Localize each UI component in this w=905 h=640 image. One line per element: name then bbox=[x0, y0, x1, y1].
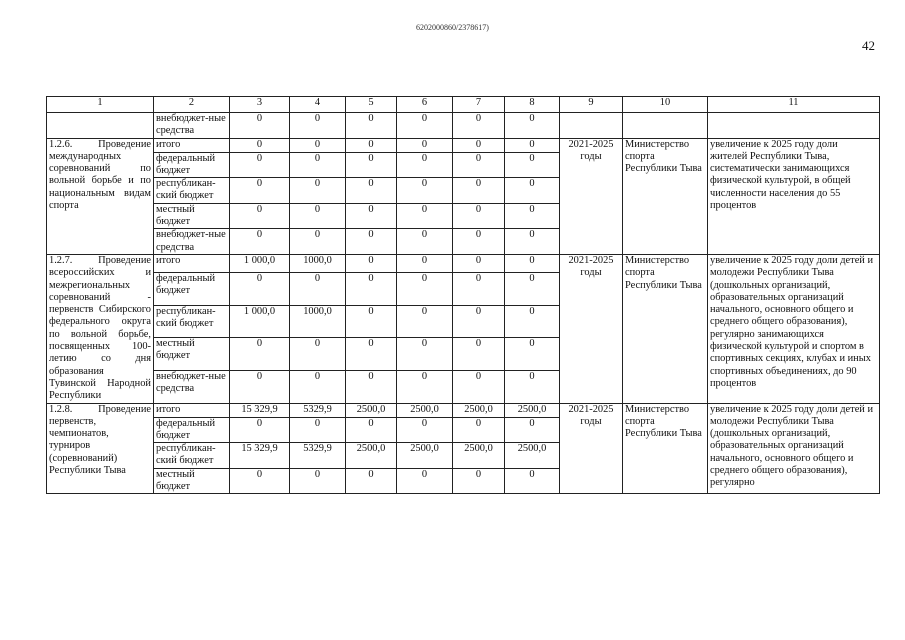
amount-cell: 0 bbox=[453, 370, 505, 403]
amount-cell: 0 bbox=[505, 113, 560, 139]
amount-cell: 0 bbox=[453, 138, 505, 152]
amount-cell: 0 bbox=[453, 152, 505, 178]
amount-cell: 0 bbox=[346, 138, 397, 152]
amount-cell: 0 bbox=[505, 338, 560, 371]
amount-cell: 0 bbox=[453, 254, 505, 272]
amount-cell: 0 bbox=[505, 370, 560, 403]
amount-cell: 0 bbox=[453, 305, 505, 338]
executor-cell: Министерство спорта Республики Тыва bbox=[623, 138, 708, 254]
amount-cell: 0 bbox=[505, 229, 560, 255]
amount-cell: 0 bbox=[290, 272, 346, 305]
amount-cell: 15 329,9 bbox=[230, 403, 290, 417]
amount-cell: 0 bbox=[346, 370, 397, 403]
amount-cell: 0 bbox=[453, 338, 505, 371]
amount-cell: 0 bbox=[397, 203, 453, 229]
amount-cell: 0 bbox=[453, 272, 505, 305]
amount-cell: 0 bbox=[505, 305, 560, 338]
amount-cell: 2500,0 bbox=[397, 443, 453, 469]
amount-cell: 0 bbox=[290, 178, 346, 204]
measure-title: 1.2.8. Проведение первенств, чемпионатов, турниров (соревнований) Республики Тыва bbox=[47, 403, 154, 494]
amount-cell: 0 bbox=[290, 152, 346, 178]
amount-cell: 2500,0 bbox=[453, 443, 505, 469]
empty-cell bbox=[47, 113, 154, 139]
amount-cell: 0 bbox=[230, 272, 290, 305]
amount-cell: 0 bbox=[397, 152, 453, 178]
amount-cell: 0 bbox=[346, 113, 397, 139]
result-cell: увеличение к 2025 году доли детей и молодежи Республики Тыва (дошкольных организаций, образовательных организаций начального, основного общего и среднего общего образования), регулярно занимающихся физической культурой и спортом в спортивных секциях, клубах и иных спортивных объединениях, до 90 процентов bbox=[708, 254, 880, 403]
amount-cell: 0 bbox=[397, 254, 453, 272]
funding-source: республикан-ский бюджет bbox=[154, 305, 230, 338]
funding-source: федеральный бюджет bbox=[154, 152, 230, 178]
amount-cell: 0 bbox=[505, 203, 560, 229]
amount-cell: 0 bbox=[397, 138, 453, 152]
amount-cell: 0 bbox=[397, 178, 453, 204]
amount-cell: 0 bbox=[505, 417, 560, 443]
funding-source: внебюджет-ные средства bbox=[154, 229, 230, 255]
section-row bbox=[47, 254, 880, 272]
amount-cell: 0 bbox=[346, 468, 397, 494]
amount-cell: 1000,0 bbox=[290, 254, 346, 272]
period-cell: 2021-2025 годы bbox=[560, 254, 623, 403]
amount-cell: 0 bbox=[290, 417, 346, 443]
amount-cell: 5329,9 bbox=[290, 443, 346, 469]
funding-source: внебюджет-ные средства bbox=[154, 113, 230, 139]
amount-cell: 0 bbox=[397, 305, 453, 338]
amount-cell: 0 bbox=[346, 229, 397, 255]
measure-title: 1.2.6. Проведение международных соревнований по вольной борьбе и по национальным видам спорта bbox=[47, 138, 154, 254]
amount-cell: 0 bbox=[230, 370, 290, 403]
funding-source: республикан-ский бюджет bbox=[154, 178, 230, 204]
section-row bbox=[47, 138, 880, 152]
executor-cell: Министерство спорта Республики Тыва bbox=[623, 403, 708, 494]
amount-cell: 0 bbox=[453, 468, 505, 494]
column-header: 1 bbox=[47, 97, 154, 113]
funding-source: итого bbox=[154, 254, 230, 272]
empty-cell bbox=[623, 113, 708, 139]
amount-cell: 0 bbox=[453, 417, 505, 443]
amount-cell: 2500,0 bbox=[397, 403, 453, 417]
funding-source: федеральный бюджет bbox=[154, 417, 230, 443]
amount-cell: 0 bbox=[453, 113, 505, 139]
amount-cell: 0 bbox=[346, 203, 397, 229]
column-header: 10 bbox=[623, 97, 708, 113]
amount-cell: 2500,0 bbox=[505, 403, 560, 417]
result-cell: увеличение к 2025 году доли жителей Республики Тыва, систематически занимающихся физической культурой, в общей численности населения до 55 процентов bbox=[708, 138, 880, 254]
empty-cell bbox=[560, 113, 623, 139]
amount-cell: 0 bbox=[230, 338, 290, 371]
amount-cell: 0 bbox=[230, 203, 290, 229]
amount-cell: 0 bbox=[346, 178, 397, 204]
amount-cell: 1000,0 bbox=[290, 305, 346, 338]
executor-cell: Министерство спорта Республики Тыва bbox=[623, 254, 708, 403]
empty-cell bbox=[708, 113, 880, 139]
column-header-row bbox=[47, 97, 880, 113]
amount-cell: 0 bbox=[505, 178, 560, 204]
funding-source: местный бюджет bbox=[154, 338, 230, 371]
amount-cell: 0 bbox=[453, 203, 505, 229]
amount-cell: 0 bbox=[230, 229, 290, 255]
budget-table bbox=[46, 96, 880, 494]
amount-cell: 0 bbox=[346, 272, 397, 305]
amount-cell: 0 bbox=[346, 152, 397, 178]
column-header: 8 bbox=[505, 97, 560, 113]
amount-cell: 0 bbox=[397, 338, 453, 371]
amount-cell: 0 bbox=[453, 178, 505, 204]
amount-cell: 0 bbox=[290, 468, 346, 494]
amount-cell: 2500,0 bbox=[346, 403, 397, 417]
amount-cell: 0 bbox=[230, 113, 290, 139]
column-header: 2 bbox=[154, 97, 230, 113]
amount-cell: 0 bbox=[397, 272, 453, 305]
amount-cell: 0 bbox=[346, 254, 397, 272]
amount-cell: 0 bbox=[230, 468, 290, 494]
amount-cell: 2500,0 bbox=[346, 443, 397, 469]
amount-cell: 2500,0 bbox=[505, 443, 560, 469]
amount-cell: 0 bbox=[346, 305, 397, 338]
amount-cell: 5329,9 bbox=[290, 403, 346, 417]
amount-cell: 0 bbox=[453, 229, 505, 255]
amount-cell: 0 bbox=[290, 138, 346, 152]
amount-cell: 0 bbox=[505, 138, 560, 152]
amount-cell: 0 bbox=[290, 338, 346, 371]
amount-cell: 1 000,0 bbox=[230, 305, 290, 338]
amount-cell: 15 329,9 bbox=[230, 443, 290, 469]
funding-source: итого bbox=[154, 138, 230, 152]
column-header: 4 bbox=[290, 97, 346, 113]
amount-cell: 0 bbox=[346, 338, 397, 371]
column-header: 3 bbox=[230, 97, 290, 113]
amount-cell: 0 bbox=[397, 468, 453, 494]
column-header: 6 bbox=[397, 97, 453, 113]
amount-cell: 0 bbox=[230, 138, 290, 152]
amount-cell: 0 bbox=[230, 152, 290, 178]
funding-source: местный бюджет bbox=[154, 203, 230, 229]
amount-cell: 0 bbox=[290, 203, 346, 229]
section-row bbox=[47, 403, 880, 417]
document-id: 6202000860/2378617) bbox=[416, 23, 489, 32]
result-cell: увеличение к 2025 году доли детей и молодежи Республики Тыва (дошкольных организаций, образовательных организаций начального, основного общего и среднего общего образования), регулярно bbox=[708, 403, 880, 494]
continuation-row bbox=[47, 113, 880, 139]
column-header: 11 bbox=[708, 97, 880, 113]
amount-cell: 0 bbox=[397, 113, 453, 139]
column-header: 7 bbox=[453, 97, 505, 113]
column-header: 9 bbox=[560, 97, 623, 113]
funding-source: итого bbox=[154, 403, 230, 417]
period-cell: 2021-2025 годы bbox=[560, 403, 623, 494]
measure-title: 1.2.7. Проведение всероссийских и межрегиональных соревнований - первенств Сибирского федерального округа по вольной борьбе, посвященных 100-летию со дня образования Тувинской Народной Республики bbox=[47, 254, 154, 403]
funding-source: внебюджет-ные средства bbox=[154, 370, 230, 403]
amount-cell: 0 bbox=[230, 417, 290, 443]
amount-cell: 0 bbox=[505, 152, 560, 178]
amount-cell: 0 bbox=[397, 370, 453, 403]
amount-cell: 2500,0 bbox=[453, 403, 505, 417]
amount-cell: 0 bbox=[397, 229, 453, 255]
amount-cell: 0 bbox=[397, 417, 453, 443]
amount-cell: 0 bbox=[346, 417, 397, 443]
amount-cell: 1 000,0 bbox=[230, 254, 290, 272]
period-cell: 2021-2025 годы bbox=[560, 138, 623, 254]
funding-source: республикан-ский бюджет bbox=[154, 443, 230, 469]
amount-cell: 0 bbox=[230, 178, 290, 204]
amount-cell: 0 bbox=[505, 254, 560, 272]
amount-cell: 0 bbox=[505, 272, 560, 305]
funding-source: федеральный бюджет bbox=[154, 272, 230, 305]
funding-source: местный бюджет bbox=[154, 468, 230, 494]
column-header: 5 bbox=[346, 97, 397, 113]
amount-cell: 0 bbox=[290, 113, 346, 139]
amount-cell: 0 bbox=[505, 468, 560, 494]
page-number: 42 bbox=[862, 38, 875, 53]
amount-cell: 0 bbox=[290, 229, 346, 255]
amount-cell: 0 bbox=[290, 370, 346, 403]
